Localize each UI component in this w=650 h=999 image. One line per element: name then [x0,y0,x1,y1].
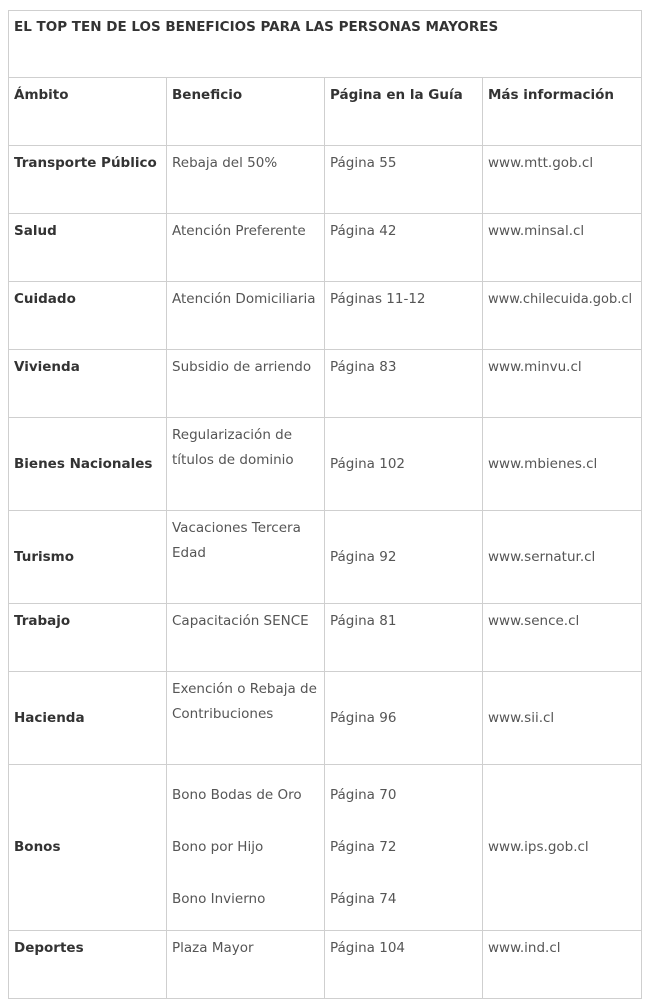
pagina-item: Página 72 [330,839,397,855]
cell-beneficio [167,418,325,511]
cell-ambito: Vivienda [9,350,167,418]
cell-ambito: Deportes [9,931,167,999]
table-row [9,418,642,511]
cell-beneficio: Atención Preferente [167,214,325,282]
table-row [9,146,642,214]
table-row [9,511,642,604]
cell-ambito: Hacienda [9,672,167,765]
cell-beneficio [167,672,325,765]
cell-beneficio: Plaza Mayor [167,931,325,999]
beneficio-line: Exención o Rebaja de [172,681,317,697]
table-row [9,931,642,999]
beneficio-item: Bono Bodas de Oro [172,787,302,803]
cell-info-link[interactable]: www.ips.gob.cl [483,765,642,931]
beneficio-item: Bono Invierno [172,891,266,907]
cell-info-link[interactable]: www.sii.cl [483,672,642,765]
cell-info-link[interactable]: www.minsal.cl [483,214,642,282]
table-row [9,672,642,765]
cell-pagina: Página 96 [325,672,483,765]
table-row [9,350,642,418]
table-row [9,214,642,282]
cell-ambito: Bienes Nacionales [9,418,167,511]
cell-pagina: Página 42 [325,214,483,282]
beneficio-line: Contribuciones [172,706,274,722]
cell-info-link[interactable]: www.mtt.gob.cl [483,146,642,214]
cell-pagina [325,765,483,931]
pagina-item: Página 70 [330,787,397,803]
cell-pagina: Página 81 [325,604,483,672]
cell-info-link[interactable]: www.mbienes.cl [483,418,642,511]
cell-beneficio [167,511,325,604]
header-info: Más información [483,78,642,146]
header-ambito: Ámbito [9,78,167,146]
cell-pagina: Página 104 [325,931,483,999]
cell-ambito: Bonos [9,765,167,931]
beneficio-line: Edad [172,545,206,561]
cell-info-link[interactable]: www.sernatur.cl [483,511,642,604]
beneficio-line: Vacaciones Tercera [172,520,301,536]
table-row [9,604,642,672]
cell-info-link[interactable]: www.ind.cl [483,931,642,999]
beneficio-item: Bono por Hijo [172,839,264,855]
cell-pagina: Página 92 [325,511,483,604]
cell-beneficio: Capacitación SENCE [167,604,325,672]
cell-ambito: Cuidado [9,282,167,350]
table-row [9,282,642,350]
cell-info-link[interactable]: www.sence.cl [483,604,642,672]
cell-beneficio [167,765,325,931]
cell-ambito: Trabajo [9,604,167,672]
benefits-table-container [8,10,641,999]
cell-beneficio: Atención Domiciliaria [167,282,325,350]
cell-ambito: Salud [9,214,167,282]
cell-pagina: Página 83 [325,350,483,418]
cell-info-link[interactable]: www.chilecuida.gob.cl [483,282,642,350]
pagina-item: Página 74 [330,891,397,907]
cell-pagina: Página 102 [325,418,483,511]
beneficio-line: Regularización de [172,427,293,443]
header-beneficio: Beneficio [167,78,325,146]
table-row [9,765,642,931]
cell-info-link[interactable]: www.minvu.cl [483,350,642,418]
beneficio-line: títulos de dominio [172,452,294,468]
cell-beneficio: Rebaja del 50% [167,146,325,214]
table-header-row [9,78,642,146]
table-title-row [9,11,642,78]
cell-pagina: Página 55 [325,146,483,214]
cell-ambito: Transporte Público [9,146,167,214]
cell-ambito: Turismo [9,511,167,604]
cell-beneficio: Subsidio de arriendo [167,350,325,418]
cell-pagina: Páginas 11-12 [325,282,483,350]
header-pagina: Página en la Guía [325,78,483,146]
table-title: EL TOP TEN DE LOS BENEFICIOS PARA LAS PERSONAS MAYORES [9,11,642,78]
benefits-table [8,10,642,999]
